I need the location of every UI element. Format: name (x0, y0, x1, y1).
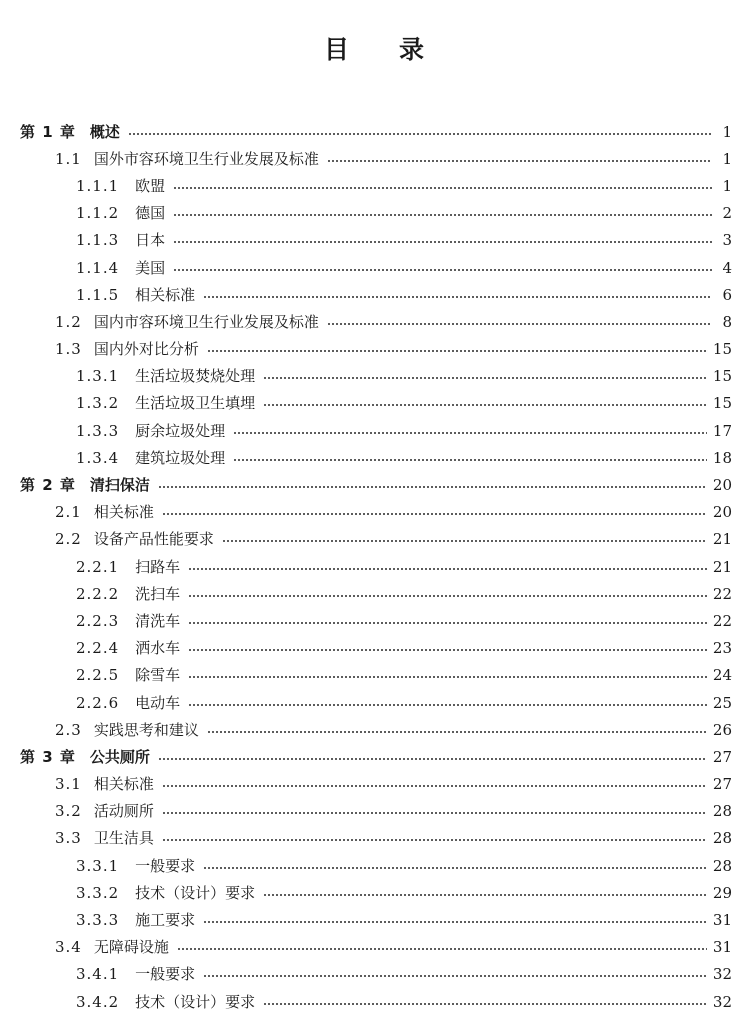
toc-entry-title: 国内外对比分析 (93, 340, 199, 359)
toc-entry-number: 1.3 (55, 340, 82, 359)
toc-dot-leader (263, 894, 707, 896)
toc-dot-leader (233, 432, 707, 434)
toc-entry-title: 卫生洁具 (93, 829, 154, 848)
toc-entry-number: 1.3.1 (76, 367, 120, 386)
toc-subsection-entry[interactable] (0, 227, 750, 254)
page-title-char-1: 目 (323, 35, 351, 64)
toc-entry-number: 1.1.3 (76, 231, 120, 250)
toc-page-number: 6 (722, 285, 732, 304)
toc-page-number: 15 (712, 367, 732, 386)
toc-subsection-entry[interactable] (0, 444, 750, 471)
toc-section-entry[interactable] (0, 934, 750, 961)
toc-page-number: 1 (722, 122, 732, 141)
toc-section-entry[interactable] (0, 716, 750, 743)
toc-subsection-entry[interactable] (0, 254, 750, 281)
toc-chapter-entry[interactable] (0, 118, 750, 145)
toc-entry-title: 活动厕所 (93, 802, 154, 821)
toc-dot-leader (173, 187, 712, 189)
toc-dot-leader (263, 404, 707, 406)
toc-page-number: 32 (712, 965, 732, 984)
toc-entry-number: 3.4.2 (76, 992, 120, 1011)
toc-entry-number: 3.3.3 (76, 911, 120, 930)
toc-entry-number: 2.2.6 (76, 693, 120, 712)
toc-subsection-entry[interactable] (0, 689, 750, 716)
toc-entry-number: 3.1 (55, 775, 82, 794)
toc-page-number: 20 (712, 476, 732, 495)
toc-entry-number: 1.1.2 (76, 204, 120, 223)
toc-dot-leader (203, 867, 707, 869)
toc-page-number: 4 (722, 258, 732, 277)
toc-entry-number: 1.3.3 (76, 421, 120, 440)
toc-entry-title: 相关标准 (135, 285, 196, 304)
toc-entry-title: 技术（设计）要求 (135, 992, 256, 1011)
toc-entry-number: 2.2.2 (76, 584, 120, 603)
toc-entry-number: 1.1 (55, 149, 82, 168)
toc-dot-leader (327, 323, 712, 325)
toc-entry-title: 建筑垃圾处理 (135, 448, 226, 467)
toc-dot-leader (188, 595, 707, 597)
toc-dot-leader (203, 296, 712, 298)
toc-dot-leader (263, 377, 707, 379)
toc-section-entry[interactable] (0, 771, 750, 798)
toc-entry-title: 国内市容环境卫生行业发展及标准 (93, 312, 319, 331)
toc-subsection-entry[interactable] (0, 961, 750, 988)
toc-page-number: 26 (712, 720, 732, 739)
toc-entry-title: 德国 (135, 204, 166, 223)
toc-entry-title: 实践思考和建议 (93, 720, 199, 739)
toc-dot-leader (263, 1003, 707, 1005)
toc-entry-title: 洗扫车 (135, 584, 181, 603)
toc-subsection-entry[interactable] (0, 281, 750, 308)
toc-entry-title: 相关标准 (93, 503, 154, 522)
toc-subsection-entry[interactable] (0, 553, 750, 580)
toc-entry-title: 一般要求 (135, 965, 196, 984)
toc-dot-leader (207, 731, 707, 733)
toc-subsection-entry[interactable] (0, 662, 750, 689)
toc-section-entry[interactable] (0, 336, 750, 363)
toc-dot-leader (233, 459, 707, 461)
toc-section-entry[interactable] (0, 145, 750, 172)
toc-subsection-entry[interactable] (0, 390, 750, 417)
toc-chapter-entry[interactable] (0, 743, 750, 770)
toc-section-entry[interactable] (0, 526, 750, 553)
toc-entry-number: 第 3 章 (20, 747, 76, 766)
toc-entry-title: 公共厕所 (89, 747, 150, 766)
table-of-contents (0, 118, 750, 1015)
toc-page-number: 28 (712, 829, 732, 848)
toc-page-number: 28 (712, 856, 732, 875)
toc-subsection-entry[interactable] (0, 417, 750, 444)
toc-entry-number: 2.2.1 (76, 557, 120, 576)
toc-dot-leader (327, 160, 712, 162)
toc-page-number: 23 (712, 639, 732, 658)
toc-subsection-entry[interactable] (0, 906, 750, 933)
toc-page-number: 21 (712, 530, 732, 549)
toc-entry-number: 1.1.4 (76, 258, 120, 277)
toc-entry-number: 1.2 (55, 312, 82, 331)
toc-entry-title: 概述 (89, 122, 120, 141)
toc-page-number: 25 (712, 693, 732, 712)
toc-entry-title: 施工要求 (135, 911, 196, 930)
toc-entry-number: 2.1 (55, 503, 82, 522)
toc-entry-title: 设备产品性能要求 (93, 530, 214, 549)
toc-page-number: 24 (712, 666, 732, 685)
toc-entry-number: 1.1.1 (76, 176, 120, 195)
toc-entry-title: 美国 (135, 258, 166, 277)
toc-page-number: 28 (712, 802, 732, 821)
toc-entry-title: 除雪车 (135, 666, 181, 685)
toc-entry-number: 1.1.5 (76, 285, 120, 304)
toc-entry-title: 扫路车 (135, 557, 181, 576)
toc-entry-number: 1.3.4 (76, 448, 120, 467)
toc-subsection-entry[interactable] (0, 852, 750, 879)
toc-dot-leader (158, 758, 707, 760)
toc-dot-leader (158, 486, 707, 488)
toc-page-number: 20 (712, 503, 732, 522)
toc-entry-number: 第 1 章 (20, 122, 76, 141)
toc-dot-leader (162, 812, 707, 814)
toc-dot-leader (203, 975, 707, 977)
toc-entry-title: 生活垃圾卫生填埋 (135, 394, 256, 413)
toc-subsection-entry[interactable] (0, 635, 750, 662)
toc-dot-leader (188, 622, 707, 624)
toc-entry-title: 清洗车 (135, 611, 181, 630)
toc-dot-leader (222, 540, 707, 542)
toc-page-number: 1 (722, 149, 732, 168)
toc-entry-number: 3.3.2 (76, 883, 120, 902)
toc-entry-title: 厨余垃圾处理 (135, 421, 226, 440)
toc-page-number: 15 (712, 394, 732, 413)
toc-dot-leader (177, 948, 707, 950)
page-title (0, 34, 750, 66)
toc-page-number: 22 (712, 611, 732, 630)
toc-section-entry[interactable] (0, 825, 750, 852)
toc-entry-number: 2.2 (55, 530, 82, 549)
toc-page-number: 8 (722, 312, 732, 331)
toc-entry-number: 1.3.2 (76, 394, 120, 413)
toc-page-number: 15 (712, 340, 732, 359)
toc-page-number: 31 (712, 911, 732, 930)
toc-section-entry[interactable] (0, 798, 750, 825)
toc-subsection-entry[interactable] (0, 200, 750, 227)
toc-dot-leader (188, 704, 707, 706)
toc-entry-title: 清扫保洁 (89, 476, 150, 495)
toc-entry-title: 洒水车 (135, 639, 181, 658)
toc-subsection-entry[interactable] (0, 607, 750, 634)
toc-subsection-entry[interactable] (0, 363, 750, 390)
toc-dot-leader (173, 269, 712, 271)
toc-entry-number: 3.2 (55, 802, 82, 821)
toc-entry-number: 3.4.1 (76, 965, 120, 984)
toc-page-number: 21 (712, 557, 732, 576)
toc-entry-title: 无障碍设施 (93, 938, 169, 957)
toc-subsection-entry[interactable] (0, 988, 750, 1015)
toc-entry-number: 3.3 (55, 829, 82, 848)
toc-dot-leader (173, 241, 712, 243)
page-title-char-2: 录 (399, 35, 427, 64)
toc-page-number: 29 (712, 883, 732, 902)
toc-page-number: 27 (712, 747, 732, 766)
toc-entry-title: 一般要求 (135, 856, 196, 875)
toc-entry-title: 技术（设计）要求 (135, 883, 256, 902)
toc-page-number: 31 (712, 938, 732, 957)
toc-entry-title: 国外市容环境卫生行业发展及标准 (93, 149, 319, 168)
toc-entry-number: 2.2.3 (76, 611, 120, 630)
toc-dot-leader (162, 513, 707, 515)
toc-dot-leader (173, 214, 712, 216)
toc-page-number: 18 (712, 448, 732, 467)
toc-page-number: 27 (712, 775, 732, 794)
toc-dot-leader (207, 350, 707, 352)
toc-subsection-entry[interactable] (0, 172, 750, 199)
toc-entry-number: 2.2.4 (76, 639, 120, 658)
toc-entry-number: 3.3.1 (76, 856, 120, 875)
toc-page-number: 2 (722, 204, 732, 223)
toc-entry-number: 2.3 (55, 720, 82, 739)
toc-entry-title: 欧盟 (135, 176, 166, 195)
toc-entry-number: 2.2.5 (76, 666, 120, 685)
toc-entry-number: 第 2 章 (20, 476, 76, 495)
toc-dot-leader (188, 568, 707, 570)
toc-dot-leader (162, 839, 707, 841)
toc-entry-title: 生活垃圾焚烧处理 (135, 367, 256, 386)
toc-chapter-entry[interactable] (0, 471, 750, 498)
toc-page-number: 1 (722, 176, 732, 195)
toc-dot-leader (188, 676, 707, 678)
toc-dot-leader (188, 649, 707, 651)
toc-page-number: 32 (712, 992, 732, 1011)
toc-page-number: 17 (712, 421, 732, 440)
toc-dot-leader (128, 133, 712, 135)
toc-entry-title: 电动车 (135, 693, 181, 712)
toc-subsection-entry[interactable] (0, 879, 750, 906)
toc-page-number: 22 (712, 584, 732, 603)
toc-entry-title: 日本 (135, 231, 166, 250)
toc-page-number: 3 (722, 231, 732, 250)
toc-section-entry[interactable] (0, 308, 750, 335)
toc-dot-leader (162, 785, 707, 787)
toc-subsection-entry[interactable] (0, 580, 750, 607)
toc-entry-title: 相关标准 (93, 775, 154, 794)
toc-section-entry[interactable] (0, 499, 750, 526)
toc-entry-number: 3.4 (55, 938, 82, 957)
toc-dot-leader (203, 921, 707, 923)
